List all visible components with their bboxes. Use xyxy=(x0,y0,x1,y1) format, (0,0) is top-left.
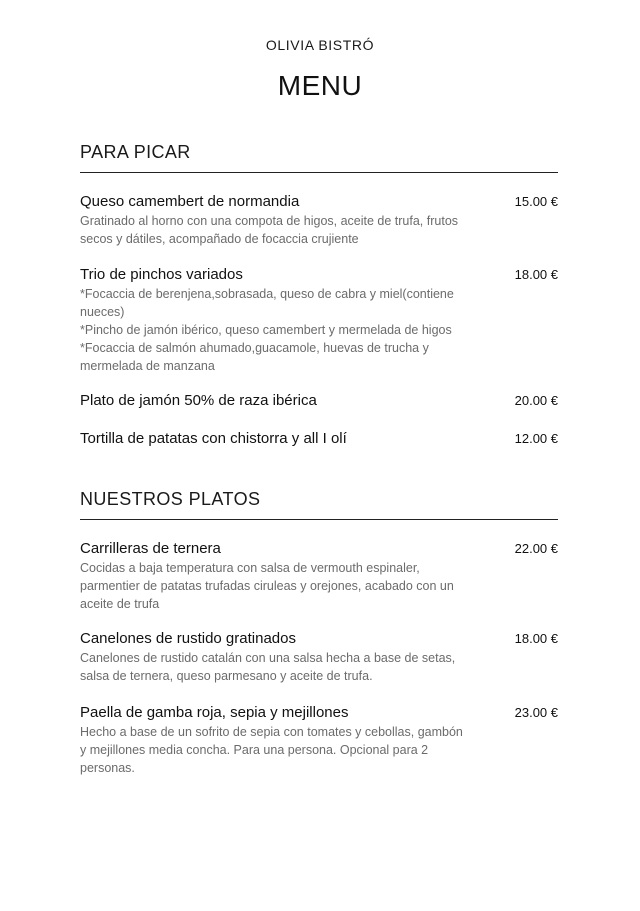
section-divider xyxy=(80,519,558,520)
description-line: parmentier de patatas trufadas ciruleas y orejones, acabado con un xyxy=(80,579,454,593)
item-name: Trio de pinchos variados xyxy=(80,266,243,283)
item-price: 20.00 € xyxy=(514,393,558,408)
section-title: PARA PICAR xyxy=(80,142,191,162)
item-name: Plato de jamón 50% de raza ibérica xyxy=(80,392,317,409)
item-price: 23.00 € xyxy=(514,705,558,720)
description-line: *Pincho de jamón ibérico, queso camembert y mermelada de higos xyxy=(80,323,452,337)
restaurant-name: OLIVIA BISTRÓ xyxy=(265,37,375,53)
menu-item xyxy=(80,391,558,410)
menu-title: MENU xyxy=(277,70,363,101)
item-name: Paella de gamba roja, sepia y mejillones xyxy=(80,704,349,721)
description-line: *Focaccia de berenjena,sobrasada, queso de cabra y miel(contiene xyxy=(80,287,454,301)
menu-item xyxy=(80,192,558,248)
description-line: Gratinado al horno con una compota de higos, aceite de trufa, frutos xyxy=(80,214,459,228)
menu-item xyxy=(80,539,558,613)
description-line: personas. xyxy=(80,761,135,775)
item-name: Canelones de rustido gratinados xyxy=(80,630,296,647)
description-line: Cocidas a baja temperatura con salsa de vermouth espinaler, xyxy=(80,561,420,575)
item-description xyxy=(80,212,495,248)
description-line: mermelada de manzana xyxy=(80,359,215,373)
menu-item xyxy=(80,429,558,448)
section-title: NUESTROS PLATOS xyxy=(80,489,261,509)
description-line: *Focaccia de salmón ahumado,guacamole, huevas de trucha y xyxy=(80,341,429,355)
description-line: salsa de ternera, queso parmesano y aceite de trufa. xyxy=(80,669,373,683)
description-line: Hecho a base de un sofrito de sepia con tomates y cebollas, gambón xyxy=(80,725,463,739)
section-para-picar xyxy=(80,141,558,461)
menu-item xyxy=(80,629,558,685)
item-description xyxy=(80,559,495,613)
item-price: 22.00 € xyxy=(514,541,558,556)
description-line: secos y dátiles, acompañado de focaccia crujiente xyxy=(80,232,359,246)
section-nuestros-platos xyxy=(80,488,558,788)
item-name: Tortilla de patatas con chistorra y all I olí xyxy=(80,430,347,447)
item-name: Carrilleras de ternera xyxy=(80,540,221,557)
description-line: y mejillones media concha. Para una persona. Opcional para 2 xyxy=(80,743,429,757)
item-price: 18.00 € xyxy=(514,631,558,646)
section-divider xyxy=(80,172,558,173)
item-description xyxy=(80,723,495,777)
item-description xyxy=(80,285,495,375)
description-line: nueces) xyxy=(80,305,125,319)
item-price: 12.00 € xyxy=(514,431,558,446)
item-name: Queso camembert de normandia xyxy=(80,193,300,210)
menu-item xyxy=(80,703,558,777)
item-description xyxy=(80,649,495,685)
item-price: 15.00 € xyxy=(514,194,558,209)
menu-item xyxy=(80,265,558,375)
item-price: 18.00 € xyxy=(514,267,558,282)
description-line: aceite de trufa xyxy=(80,597,160,611)
description-line: Canelones de rustido catalán con una salsa hecha a base de setas, xyxy=(80,651,456,665)
